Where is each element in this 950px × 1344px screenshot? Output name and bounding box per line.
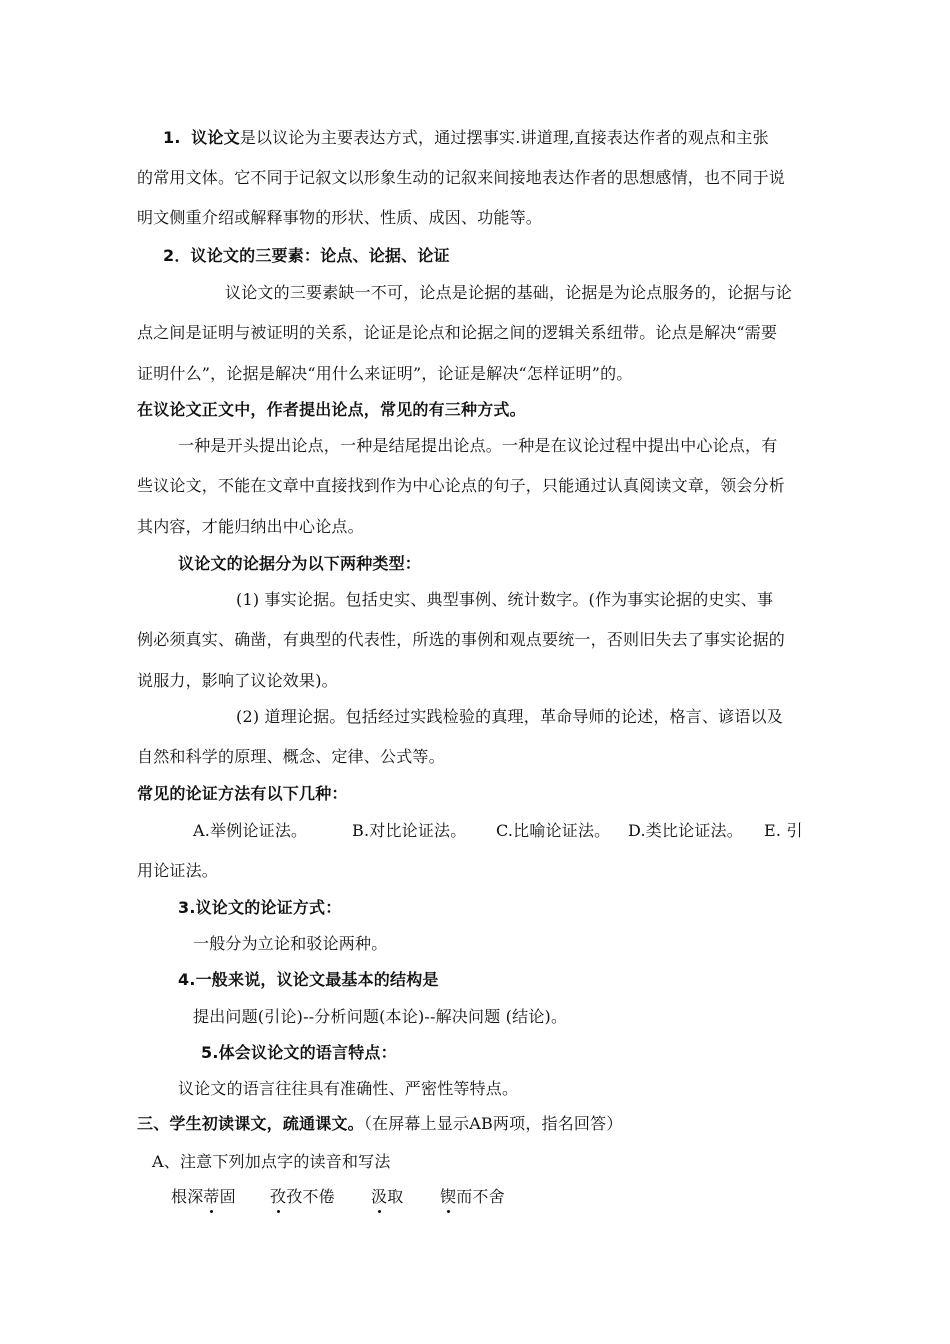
p1-term: 议论文 xyxy=(191,128,240,147)
p6-heading: 3.议论文的论证方式： xyxy=(178,898,342,917)
p2-line-3: 证明什么”，论据是解决“用什么来证明”，论证是解决“怎样证明”的。 xyxy=(137,364,633,383)
p4-item1-line-2: 例必须真实、确凿，有典型的代表性，所选的事例和观点要统一，否则旧失去了事实论据的 xyxy=(137,630,786,649)
p4-heading: 议论文的论据分为以下两种类型： xyxy=(178,554,422,573)
vocab-word-3 xyxy=(371,1187,403,1207)
section3-line xyxy=(137,1114,623,1134)
p6-body: 一般分为立论和驳论两种。 xyxy=(193,934,388,953)
p1-line-1 xyxy=(163,128,769,148)
vocab-word-1 xyxy=(171,1187,236,1207)
p8-heading: 5.体会议论文的语言特点： xyxy=(201,1043,397,1062)
p7-heading: 4.一般来说，议论文最基本的结构是 xyxy=(178,970,439,989)
p8-body: 议论文的语言往往具有准确性、严密性等特点。 xyxy=(178,1079,519,1098)
vocab-word-2-dotted: 孜 xyxy=(270,1187,287,1206)
p4-item2-line-2: 自然和科学的原理、概念、定律、公式等。 xyxy=(137,747,445,766)
p3-line-2: 些议论文，不能在文章中直接找到作为中心论点的句子，只能通过认真阅读文章，领会分析 xyxy=(137,476,786,495)
section3-note: （在屏幕上显示AB两项，指名回答） xyxy=(363,1114,623,1133)
vocab-word-4-dotted: 锲 xyxy=(440,1187,457,1206)
p4-item1-line-3: 说服力，影响了议论效果)。 xyxy=(137,671,338,690)
section3-sub-a: A、注意下列加点字的读音和写法 xyxy=(152,1152,391,1171)
p2-line-1: 议论文的三要素缺一不可，论点是论据的基础，论据是为论点服务的，论据与论 xyxy=(225,283,793,302)
p4-item2-line-1: (2) 道理论据。包括经过实践检验的真理，革命导师的论述，格言、谚语以及 xyxy=(236,707,783,726)
p1-line-2: 的常用文体。它不同于记叙文以形象生动的记叙来间接地表达作者的思想感情，也不同于说 xyxy=(137,168,786,187)
p2-heading: 2．议论文的三要素：论点、论据、论证 xyxy=(163,246,450,265)
method-c: C.比喻论证法。 xyxy=(496,821,611,840)
p5-heading: 常见的论证方法有以下几种： xyxy=(137,784,348,803)
method-e: E. 引 xyxy=(764,821,803,840)
vocab-word-3-dotted: 汲 xyxy=(371,1187,388,1206)
p3-heading: 在议论文正文中，作者提出论点，常见的有三种方式。 xyxy=(137,400,526,419)
vocab-word-1-post: 固 xyxy=(219,1187,236,1206)
vocab-word-4 xyxy=(440,1187,505,1207)
vocab-word-1-pre: 根深 xyxy=(171,1187,204,1206)
p3-line-1: 一种是开头提出论点，一种是结尾提出论点。一种是在议论过程中提出中心论点，有 xyxy=(178,436,778,455)
p1-number: 1. xyxy=(163,128,181,147)
vocab-word-4-post: 而不舍 xyxy=(456,1187,505,1206)
method-d: D.类比论证法。 xyxy=(628,821,743,840)
vocab-word-1-dotted: 蒂 xyxy=(203,1187,220,1206)
p3-line-3: 其内容，才能归纳出中心论点。 xyxy=(137,517,364,536)
p1-line-1-text: 是以议论为主要表达方式，通过摆事实.讲道理,直接表达作者的观点和主张 xyxy=(239,128,769,147)
p5-line-2: 用论证法。 xyxy=(137,861,219,880)
vocab-word-2 xyxy=(270,1187,335,1207)
method-a: A.举例论证法。 xyxy=(193,821,308,840)
method-b: B.对比论证法。 xyxy=(352,821,467,840)
vocab-word-3-post: 取 xyxy=(387,1187,404,1206)
p1-line-3: 明文侧重介绍或解释事物的形状、性质、成因、功能等。 xyxy=(137,208,543,227)
vocab-word-2-post: 孜不倦 xyxy=(286,1187,335,1206)
p4-item1-line-1: (1) 事实论据。包括史实、典型事例、统计数字。(作为事实论据的史实、事 xyxy=(236,590,774,609)
p7-body: 提出问题(引论)--分析问题(本论)--解决问题 (结论)。 xyxy=(193,1007,568,1026)
p2-line-2: 点之间是证明与被证明的关系，论证是论点和论据之间的逻辑关系纽带。论点是解决“需要 xyxy=(137,323,778,342)
section3-heading: 三、学生初读课文，疏通课文。 xyxy=(137,1114,364,1133)
